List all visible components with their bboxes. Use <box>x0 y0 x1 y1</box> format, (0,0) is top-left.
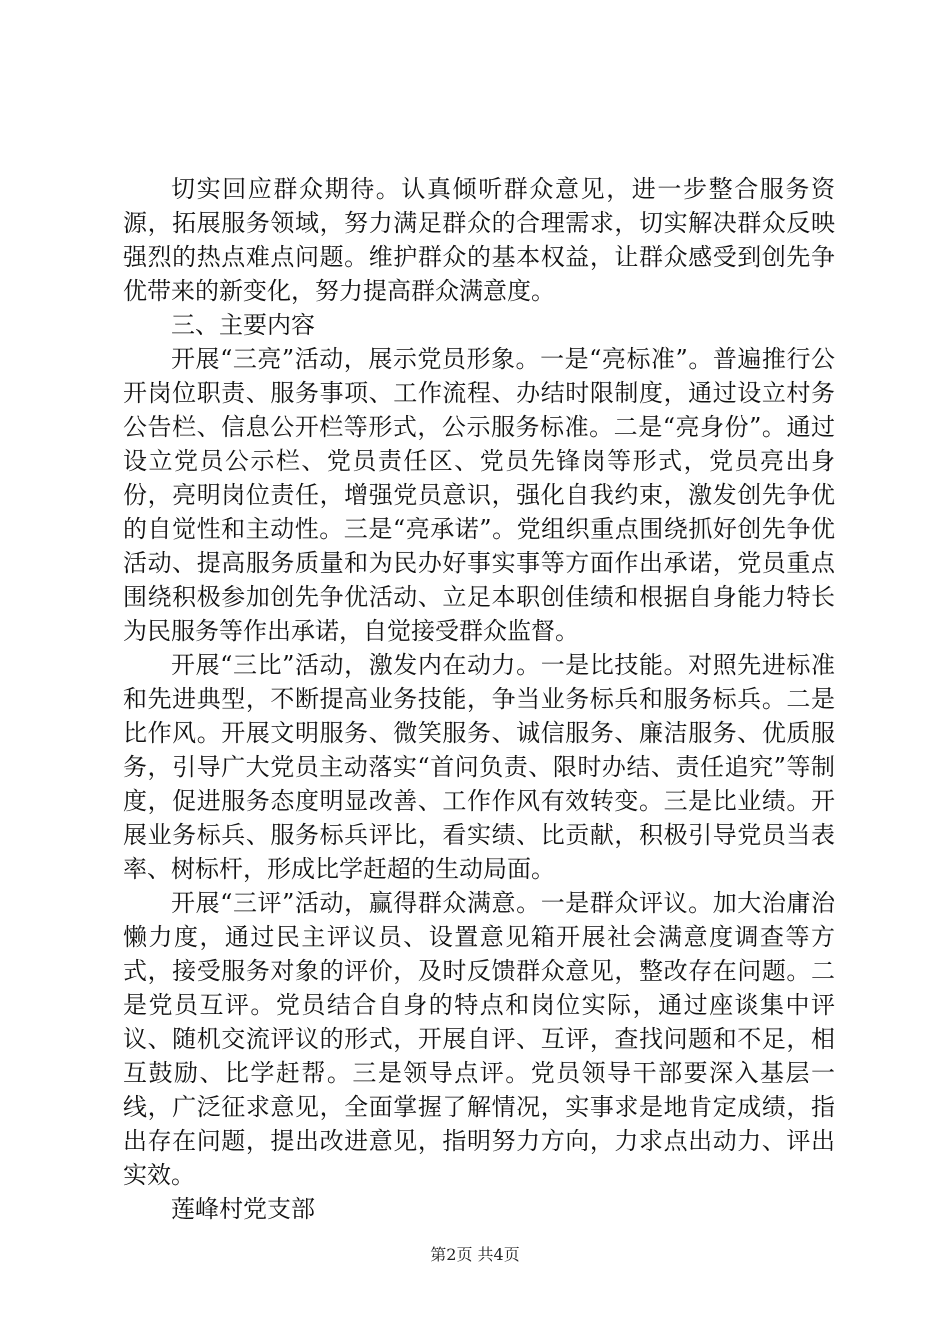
paragraph-three-evaluate: 开展“三评”活动，赢得群众满意。一是群众评议。加大治庸治懒力度，通过民主评议员、设置意见箱开展社会满意度调查等方式，接受服务对象的评价，及时反馈群众意见，整改存在问题。二是党员互评。党员结合自身的特点和岗位实际，通过座谈集中评议、随机交流评议的形式，开展自评、互评，查找问题和不足，相互鼓励、比学赶帮。三是领导点评。党员领导干部要深入基层一线，广泛征求意见，全面掌握了解情况，实事求是地肯定成绩，指出存在问题，提出改进意见，指明努力方向，力求点出动力、评出实效。 <box>123 889 835 1189</box>
signature-party-branch: 莲峰村党支部 <box>171 1195 315 1223</box>
paragraph-respond-to-masses: 切实回应群众期待。认真倾听群众意见，进一步整合服务资源，拓展服务领域，努力满足群众的合理需求，切实解决群众反映强烈的热点难点问题。维护群众的基本权益，让群众感受到创先争优带来的新变化，努力提高群众满意度。 <box>123 175 835 305</box>
paragraph-three-show: 开展“三亮”活动，展示党员形象。一是“亮标准”。普遍推行公开岗位职责、服务事项、工作流程、办结时限制度，通过设立村务公告栏、信息公开栏等形式，公示服务标准。二是“亮身份”。通过设立党员公示栏、党员责任区、党员先锋岗等形式，党员亮出身份，亮明岗位责任，增强党员意识，强化自我约束，激发创先争优的自觉性和主动性。三是“亮承诺”。党组织重点围绕抓好创先争优活动、提高服务质量和为民办好事实事等方面作出承诺，党员重点围绕积极参加创先争优活动、立足本职创佳绩和根据自身能力特长为民服务等作出承诺，自觉接受群众监督。 <box>123 345 835 645</box>
paragraph-three-compare: 开展“三比”活动，激发内在动力。一是比技能。对照先进标准和先进典型，不断提高业务技能，争当业务标兵和服务标兵。二是比作风。开展文明服务、微笑服务、诚信服务、廉洁服务、优质服务，引导广大党员主动落实“首问负责、限时办结、责任追究”等制度，促进服务态度明显改善、工作作风有效转变。三是比业绩。开展业务标兵、服务标兵评比，看实绩、比贡献，积极引导党员当表率、树标杆，形成比学赶超的生动局面。 <box>123 651 835 883</box>
page-number-footer: 第2页 共4页 <box>430 1245 520 1264</box>
document-body <box>123 172 835 1226</box>
section-heading-main-content: 三、主要内容 <box>171 311 315 339</box>
